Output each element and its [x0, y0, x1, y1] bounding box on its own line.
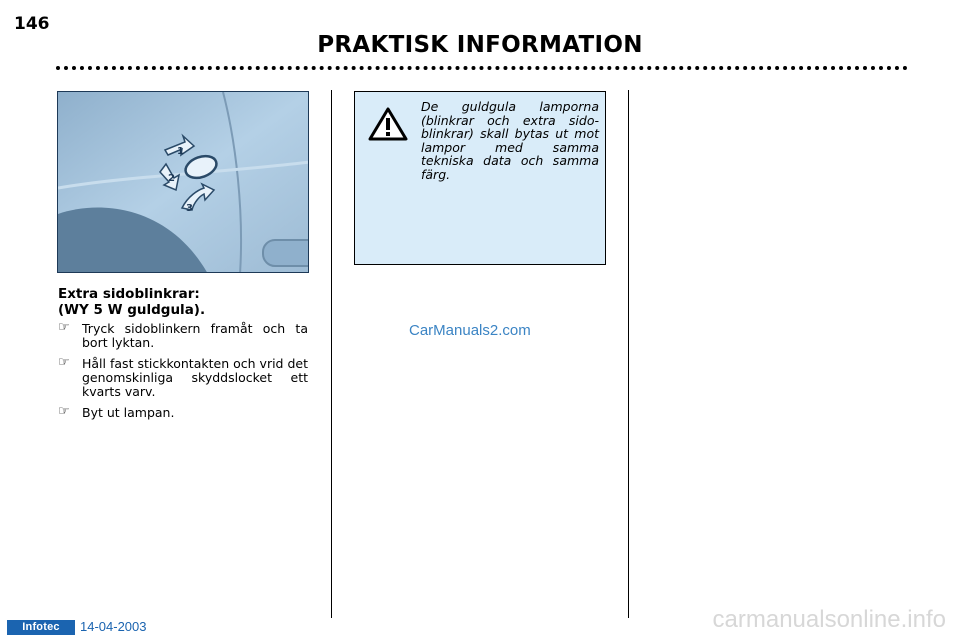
section-heading-line-2: (WY 5 W guldgula).	[58, 302, 206, 318]
instruction-steps	[58, 322, 308, 427]
pointing-hand-icon: ☞	[58, 404, 70, 419]
footer-site-watermark: carmanualsonline.info	[712, 606, 946, 633]
step-text: Tryck sidoblinkern framåt och ta bort lyktan.	[82, 321, 308, 350]
step-text: Håll fast stickkontakten och vrid det genomskinliga skyddslocket ett kvarts varv.	[82, 356, 308, 399]
door-handle	[263, 240, 309, 266]
pointing-hand-icon: ☞	[58, 355, 70, 370]
warning-box	[354, 91, 606, 265]
step-text: Byt ut lampan.	[82, 405, 175, 420]
side-indicator-illustration	[58, 92, 309, 273]
side-indicator-photo	[57, 91, 309, 273]
list-item	[58, 406, 308, 420]
callout-1: 1	[177, 146, 184, 157]
callout-2: 2	[168, 173, 175, 184]
list-item	[58, 357, 308, 399]
list-item	[58, 322, 308, 350]
page-title: PRAKTISK INFORMATION	[317, 32, 643, 58]
pointing-hand-icon: ☞	[58, 320, 70, 335]
dotted-rule	[56, 66, 908, 70]
column-divider-right	[628, 90, 629, 618]
warning-triangle-icon	[367, 106, 409, 142]
column-divider-left	[331, 90, 332, 618]
infotec-logo: Infotec	[7, 620, 75, 635]
footer-date: 14-04-2003	[80, 619, 147, 634]
watermark-link[interactable]: CarManuals2.com	[409, 322, 531, 339]
section-heading	[58, 286, 205, 318]
section-heading-line-1: Extra sidoblinkrar:	[58, 286, 200, 302]
warning-text: De guldgula lamporna (blinkrar och extra sido-blinkrar) skall bytas ut mot lampor med samma tekniska data och samma färg.	[421, 99, 599, 182]
page-number: 146	[14, 14, 50, 34]
callout-3: 3	[186, 203, 193, 214]
